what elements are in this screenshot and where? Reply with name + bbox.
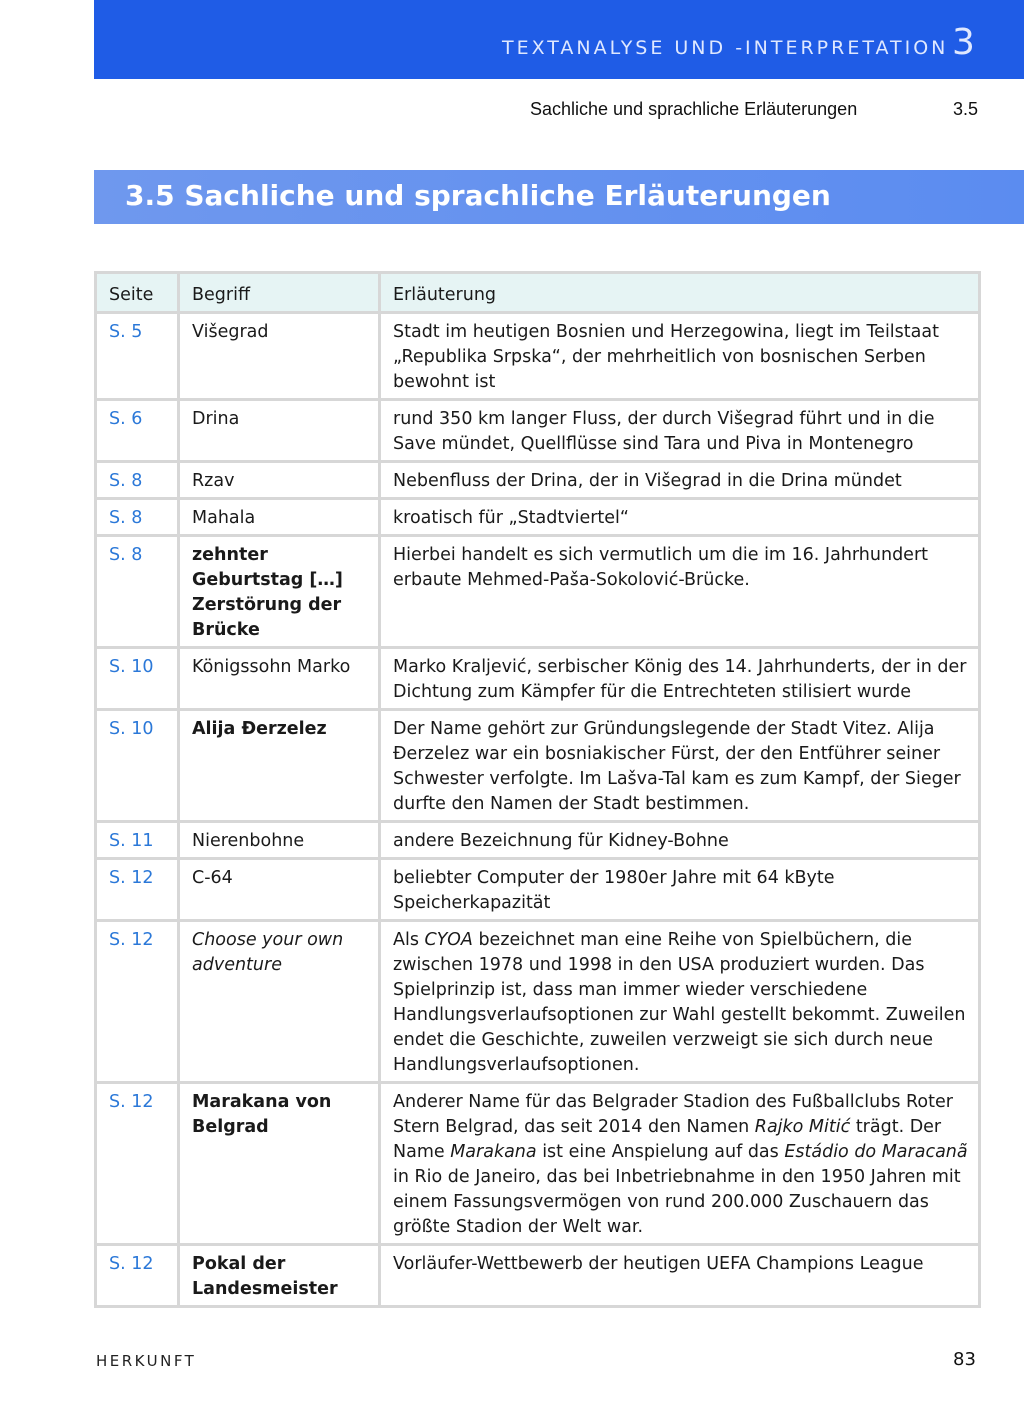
page-ref: S. 12	[96, 1083, 179, 1245]
table-row	[96, 648, 980, 710]
term: Mahala	[179, 499, 380, 536]
term: Pokal der Landesmeister	[179, 1245, 380, 1307]
explanation-text: Als	[393, 930, 425, 950]
term: Višegrad	[179, 313, 380, 400]
explanation: andere Bezeichnung für Kidney-Bohne	[380, 822, 980, 859]
explanation: Stadt im heutigen Bosnien und Herzegowina, liegt im Teilstaat „Republika Srpska“, der mehrheitlich von bosnischen Serben bewohnt ist	[380, 313, 980, 400]
table-row	[96, 921, 980, 1083]
chapter-header-band	[94, 0, 1024, 79]
term: Rzav	[179, 462, 380, 499]
explanation: kroatisch für „Stadtviertel“	[380, 499, 980, 536]
running-head-title: Sachliche und sprachliche Erläuterungen	[530, 99, 858, 119]
table-row	[96, 536, 980, 648]
term: Nierenbohne	[179, 822, 380, 859]
page-ref: S. 6	[96, 400, 179, 462]
running-head-number: 3.5	[952, 99, 978, 119]
explanation-italic: CYOA	[424, 930, 473, 950]
explanation	[380, 921, 980, 1083]
explanation: beliebter Computer der 1980er Jahre mit 64 kByte Speicherkapazität	[380, 859, 980, 921]
chapter-section-name: TEXTANALYSE UND -INTERPRETATION	[502, 37, 949, 59]
term: zehnter Geburtstag […] Zerstörung der Brücke	[179, 536, 380, 648]
table-row	[96, 1245, 980, 1307]
explanation-italic: Rajko Mitić	[754, 1117, 851, 1137]
explanation: Vorläufer-Wettbewerb der heutigen UEFA Champions League	[380, 1245, 980, 1307]
section-heading: 3.5 Sachliche und sprachliche Erläuterungen	[125, 179, 831, 212]
explanation-text: ist eine Anspielung auf das	[536, 1142, 785, 1162]
explanation-italic: Marakana	[450, 1142, 537, 1162]
page-ref: S. 8	[96, 499, 179, 536]
explanation-italic: Estádio do Maracanã	[784, 1142, 968, 1162]
term: Alija Đerzelez	[179, 710, 380, 822]
glossary-table-container	[94, 271, 978, 1308]
explanation: rund 350 km langer Fluss, der durch Višegrad führt und in die Save mündet, Quellflüsse sind Tara und Piva in Montenegro	[380, 400, 980, 462]
term: C-64	[179, 859, 380, 921]
table-header-row	[96, 273, 980, 313]
table-row	[96, 462, 980, 499]
page-ref: S. 12	[96, 859, 179, 921]
column-header-explanation: Erläuterung	[380, 273, 980, 313]
page-ref: S. 8	[96, 536, 179, 648]
table-row	[96, 499, 980, 536]
table-row	[96, 859, 980, 921]
page-ref: S. 10	[96, 648, 179, 710]
explanation: Der Name gehört zur Gründungslegende der Stadt Vitez. Alija Đerzelez war ein bosniakischer Fürst, der den Entführer seiner Schwester verfolgte. Im Lašva-Tal kam es zum Kampf, der Sieger durfte den Namen der Stadt bestimmen.	[380, 710, 980, 822]
explanation-text: trägt. Der Name	[393, 1117, 942, 1162]
table-row	[96, 400, 980, 462]
column-header-term: Begriff	[179, 273, 380, 313]
explanation: Marko Kraljević, serbischer König des 14. Jahrhunderts, der in der Dichtung zum Kämpfer für die Entrechteten stilisiert wurde	[380, 648, 980, 710]
section-heading-bar	[94, 170, 1024, 224]
page-ref: S. 12	[96, 921, 179, 1083]
explanation: Hierbei handelt es sich vermutlich um die im 16. Jahrhundert erbaute Mehmed-Paša-Sokolović-Brücke.	[380, 536, 980, 648]
page-number: 83	[953, 1349, 976, 1370]
explanation-text: bezeichnet man eine Reihe von Spielbüchern, die zwischen 1978 und 1998 in den USA produziert wurden. Das Spielprinzip ist, dass man immer wieder verschiedene Handlungsverlaufsoptionen zur Wahl gestellt bekommt. Zuweilen endet die Geschichte, zuweilen verzweigt sie sich durch neue Handlungsverlaufsoptionen.	[393, 930, 966, 1075]
explanation-text: in Rio de Janeiro, das bei Inbetriebnahme in den 1950 Jahren mit einem Fassungsvermögen von rund 200.000 Zuschauern das größte Stadion der Welt war.	[393, 1167, 961, 1237]
column-header-page: Seite	[96, 273, 179, 313]
table-row	[96, 822, 980, 859]
glossary-table	[94, 271, 981, 1308]
chapter-number: 3	[952, 22, 975, 63]
page-ref: S. 11	[96, 822, 179, 859]
term: Choose your own adventure	[179, 921, 380, 1083]
term: Königssohn Marko	[179, 648, 380, 710]
table-row	[96, 1083, 980, 1245]
term: Marakana von Belgrad	[179, 1083, 380, 1245]
page-ref: S. 12	[96, 1245, 179, 1307]
explanation: Nebenfluss der Drina, der in Višegrad in die Drina mündet	[380, 462, 980, 499]
page-ref: S. 8	[96, 462, 179, 499]
page-ref: S. 5	[96, 313, 179, 400]
page-ref: S. 10	[96, 710, 179, 822]
explanation	[380, 1083, 980, 1245]
footer-book-title: HERKUNFT	[96, 1352, 197, 1370]
explanation-text: Anderer Name für das Belgrader Stadion des Fußballclubs Roter Stern Belgrad, das seit 2014 den Namen	[393, 1092, 953, 1137]
table-row	[96, 710, 980, 822]
table-row	[96, 313, 980, 400]
term: Drina	[179, 400, 380, 462]
